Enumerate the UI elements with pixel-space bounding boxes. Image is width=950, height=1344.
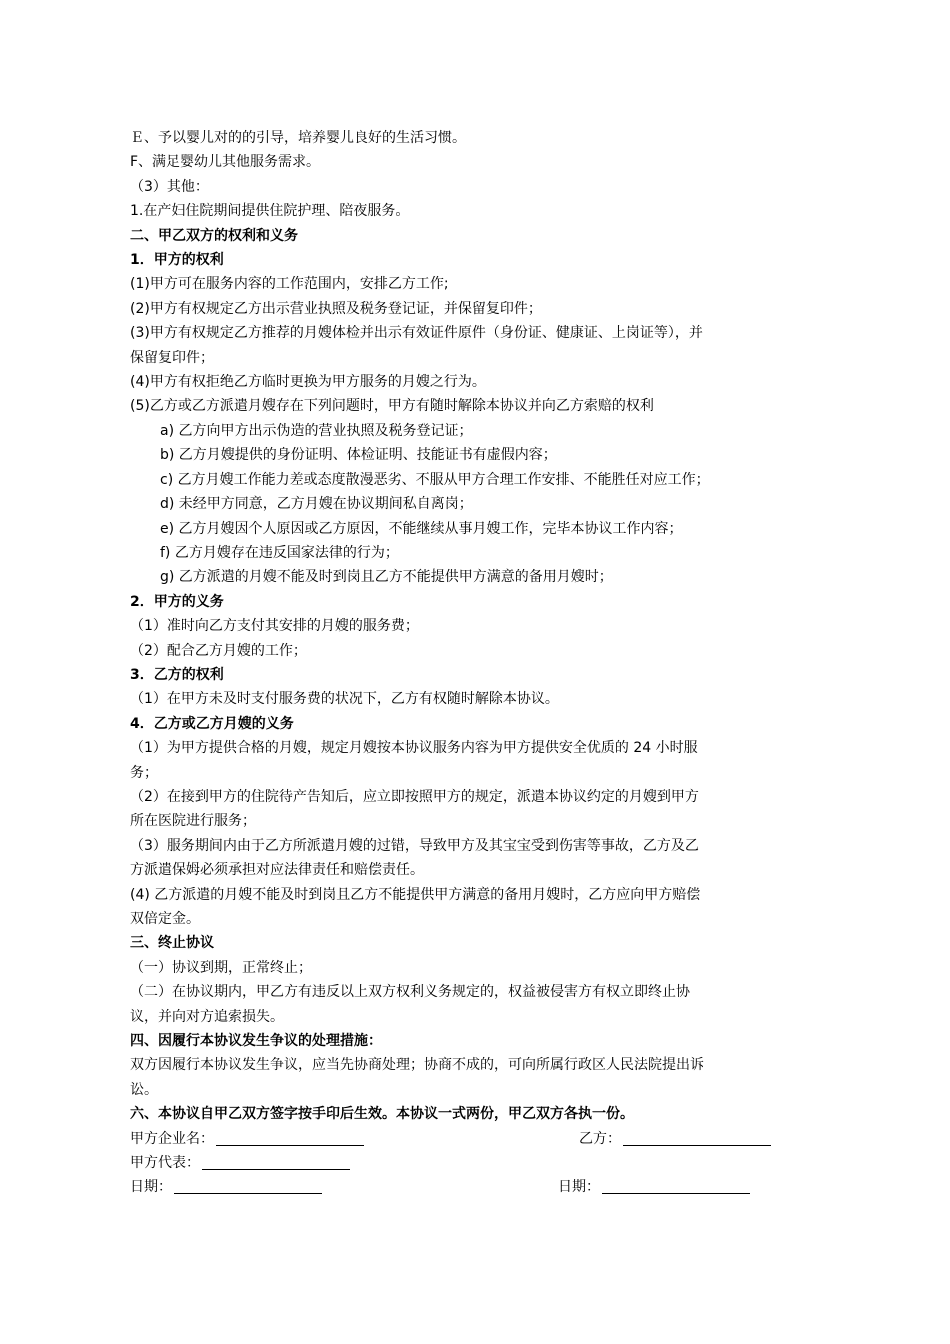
party-b-duty-line: 所在医院进行服务；	[130, 813, 256, 830]
termination-condition: f) 乙方月嫂存在违反国家法律的行为；	[160, 544, 399, 561]
party-a-duty-line: （2）配合乙方月嫂的工作；	[130, 642, 307, 659]
termination-condition: e) 乙方月嫂因个人原因或乙方原因，不能继续从事月嫂工作，完毕本协议工作内容；	[160, 520, 683, 537]
party-a-right-line: 保留复印件；	[130, 349, 214, 366]
party-a-rights-title: 1．甲方的权利	[130, 252, 224, 269]
party-b-rights-title: 3．乙方的权利	[130, 666, 224, 683]
party-b-duty-line: （2）在接到甲方的住院待产告知后，应立即按照甲方的规定，派遣本协议约定的月嫂到甲方	[130, 788, 699, 805]
party-a-rep-signature	[130, 1151, 350, 1175]
section-2-title: 二、甲乙双方的权利和义务	[130, 227, 298, 244]
termination-condition: a) 乙方向甲方出示伪造的营业执照及税务登记证；	[160, 422, 473, 439]
party-a-company-label: 甲方企业名：	[130, 1130, 214, 1147]
party-a-date	[130, 1175, 322, 1199]
party-b-label: 乙方：	[579, 1130, 621, 1147]
signature-row-1	[130, 1127, 830, 1151]
other-heading: （3）其他：	[130, 178, 209, 195]
section-6-title: 六、本协议自甲乙双方签字按手印后生效。本协议一式两份，甲乙双方各执一份。	[130, 1106, 634, 1123]
section-4-title: 四、因履行本协议发生争议的处理措施：	[130, 1033, 382, 1050]
party-b-duty-line: （1）为甲方提供合格的月嫂，规定月嫂按本协议服务内容为甲方提供安全优质的 24 小时服	[130, 740, 698, 757]
party-b-duty-line: （3）服务期间内由于乙方所派遣月嫂的过错，导致甲方及其宝宝受到伤害等事故，乙方及乙	[130, 837, 699, 854]
date-b-blank[interactable]	[602, 1177, 750, 1194]
party-a-right-line: (3)甲方有权规定乙方推荐的月嫂体检并出示有效证件原件（身份证、健康证、上岗证等），并	[130, 325, 703, 342]
party-a-right-line: (5)乙方或乙方派遣月嫂存在下列问题时，甲方有随时解除本协议并向乙方索赔的权利	[130, 398, 654, 415]
termination-line: （一）协议到期，正常终止；	[130, 959, 312, 976]
party-b-duty-line: 务；	[130, 764, 158, 781]
party-b-blank[interactable]	[623, 1129, 771, 1146]
date-a-blank[interactable]	[174, 1177, 322, 1194]
party-a-company-signature	[130, 1127, 364, 1151]
party-b-duty-line: 双倍定金。	[130, 911, 200, 927]
party-b-duty-line: 方派遣保姆必须承担对应法律责任和赔偿责任。	[130, 862, 424, 879]
party-a-rep-label: 甲方代表：	[130, 1155, 200, 1172]
termination-condition: b) 乙方月嫂提供的身份证明、体检证明、技能证书有虚假内容；	[160, 447, 557, 464]
party-b-signature	[579, 1127, 771, 1151]
item-f: F、满足婴幼儿其他服务需求。	[130, 154, 321, 171]
party-a-duties-title: 2．甲方的义务	[130, 593, 224, 610]
date-a-label: 日期：	[130, 1179, 172, 1196]
signature-row-3	[130, 1175, 830, 1199]
party-a-right-line: (2)甲方有权规定乙方出示营业执照及税务登记证，并保留复印件；	[130, 300, 542, 317]
termination-condition: g) 乙方派遣的月嫂不能及时到岗且乙方不能提供甲方满意的备用月嫂时；	[160, 569, 613, 586]
other-item-1: 1.在产妇住院期间提供住院护理、陪夜服务。	[130, 203, 410, 220]
party-b-duties-title: 4．乙方或乙方月嫂的义务	[130, 715, 294, 732]
party-a-rep-blank[interactable]	[202, 1153, 350, 1170]
document-body	[130, 126, 830, 1200]
date-b-label: 日期：	[558, 1179, 600, 1196]
party-a-right-line: (1)甲方可在服务内容的工作范围内，安排乙方工作;	[130, 276, 449, 293]
party-a-right-line: (4)甲方有权拒绝乙方临时更换为甲方服务的月嫂之行为。	[130, 374, 486, 391]
party-a-company-blank[interactable]	[216, 1129, 364, 1146]
termination-condition: d) 未经甲方同意，乙方月嫂在协议期间私自离岗；	[160, 496, 473, 513]
dispute-line: 双方因履行本协议发生争议，应当先协商处理；协商不成的，可向所属行政区人民法院提出诉	[130, 1057, 704, 1074]
party-b-duty-line: (4) 乙方派遣的月嫂不能及时到岗且乙方不能提供甲方满意的备用月嫂时，乙方应向甲方赔偿	[130, 886, 701, 903]
signature-row-2	[130, 1151, 830, 1175]
dispute-line: 讼。	[130, 1081, 158, 1098]
termination-line: （二）在协议期内，甲乙方有违反以上双方权利义务规定的，权益被侵害方有权立即终止协	[130, 984, 690, 1001]
party-b-date	[558, 1175, 750, 1199]
party-a-duty-line: （1）准时向乙方支付其安排的月嫂的服务费；	[130, 618, 419, 635]
termination-condition: c) 乙方月嫂工作能力差或态度散漫恶劣、不服从甲方合理工作安排、不能胜任对应工作；	[160, 471, 710, 488]
section-3-title: 三、终止协议	[130, 935, 214, 952]
item-e: Ｅ、予以婴儿对的的引导，培养婴儿良好的生活习惯。	[130, 130, 466, 146]
party-b-right-line: （1）在甲方未及时支付服务费的状况下，乙方有权随时解除本协议。	[130, 691, 559, 708]
termination-line: 议，并向对方追索损失。	[130, 1008, 284, 1025]
